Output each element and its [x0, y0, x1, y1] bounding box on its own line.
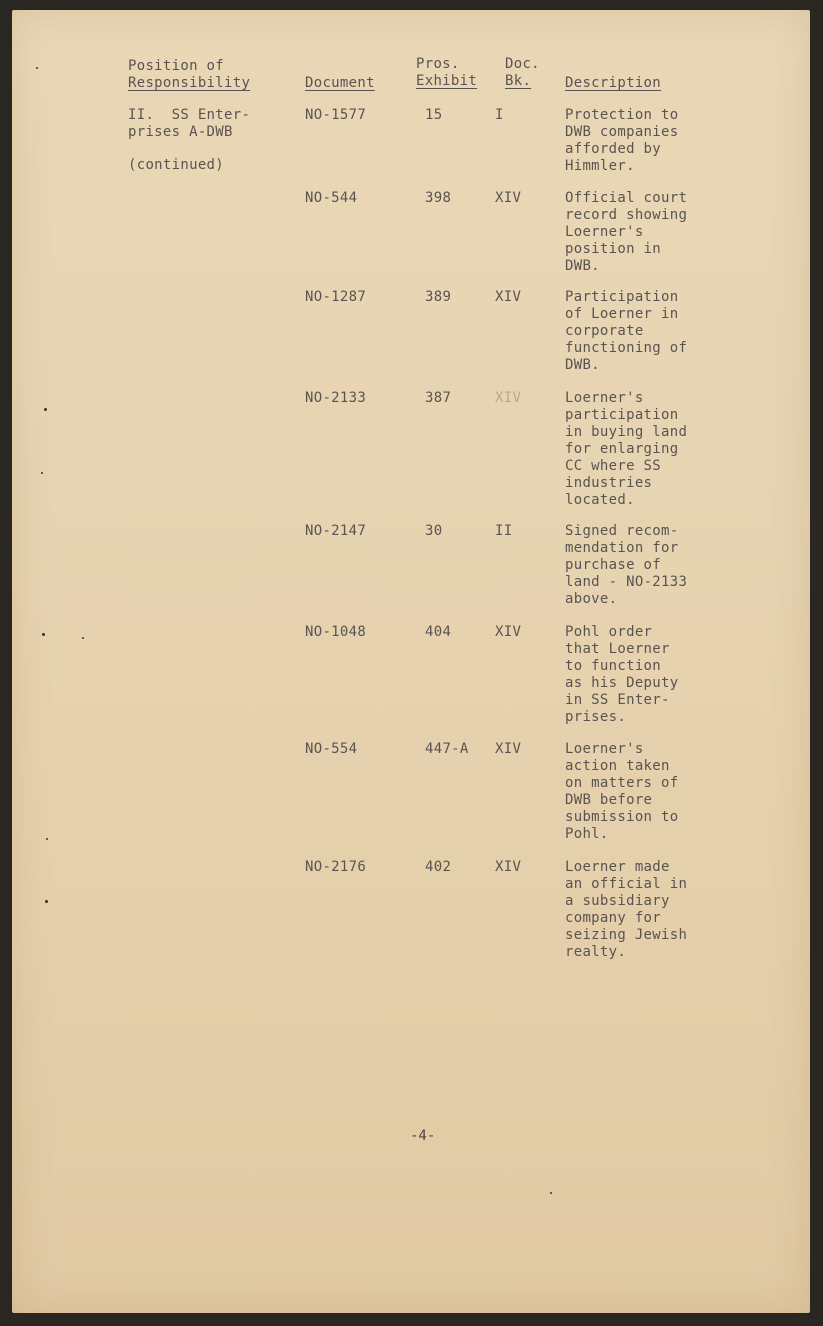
paper-speck: [45, 900, 48, 903]
row-exhibit: 404: [425, 624, 452, 640]
paper-speck: [46, 838, 48, 840]
row-document: NO-1287: [305, 289, 367, 305]
section-line2: prises A-DWB: [128, 124, 233, 140]
header-pros-line2: Exhibit: [416, 73, 478, 89]
row-exhibit: 387: [425, 390, 452, 406]
header-position-line2: Responsibility: [128, 75, 251, 91]
header-position-line1: Position of: [128, 58, 225, 74]
row-exhibit: 447-A: [425, 741, 469, 757]
row-description: Pohl order that Loerner to function as his Deputy in SS Enter- prises.: [565, 624, 679, 725]
row-book: XIV: [495, 624, 522, 640]
row-document: NO-2176: [305, 859, 367, 875]
header-document: Document: [305, 75, 375, 91]
row-description: Signed recom- mendation for purchase of land - NO-2133 above.: [565, 523, 688, 607]
row-document: NO-544: [305, 190, 358, 206]
row-exhibit: 30: [425, 523, 443, 539]
paper-speck: [36, 67, 38, 69]
row-book: XIV: [495, 390, 522, 406]
row-book: XIV: [495, 741, 522, 757]
header-pros-line1: Pros.: [416, 56, 460, 72]
row-document: NO-2133: [305, 390, 367, 406]
row-exhibit: 402: [425, 859, 452, 875]
row-description: Protection to DWB companies afforded by Himmler.: [565, 107, 679, 174]
row-document: NO-2147: [305, 523, 367, 539]
paper-speck: [41, 472, 43, 474]
row-book: XIV: [495, 190, 522, 206]
row-description: Loerner's action taken on matters of DWB before submission to Pohl.: [565, 741, 679, 842]
row-description: Loerner made an official in a subsidiary company for seizing Jewish realty.: [565, 859, 688, 960]
row-exhibit: 15: [425, 107, 443, 123]
paper-speck: [42, 633, 45, 636]
row-book: XIV: [495, 289, 522, 305]
row-document: NO-554: [305, 741, 358, 757]
row-description: Loerner's participation in buying land for enlarging CC where SS industries located.: [565, 390, 688, 508]
row-book: II: [495, 523, 513, 539]
row-book: XIV: [495, 859, 522, 875]
row-description: Official court record showing Loerner's position in DWB.: [565, 190, 688, 274]
row-exhibit: 389: [425, 289, 452, 305]
paper-speck: [44, 408, 47, 411]
row-book: I: [495, 107, 504, 123]
row-exhibit: 398: [425, 190, 452, 206]
page-number: -4-: [410, 1128, 436, 1144]
header-description: Description: [565, 75, 662, 91]
row-description: Participation of Loerner in corporate functioning of DWB.: [565, 289, 688, 373]
section-line3: (continued): [128, 157, 225, 173]
row-document: NO-1048: [305, 624, 367, 640]
section-line1: II. SS Enter-: [128, 107, 251, 123]
header-doc-line2: Bk.: [505, 73, 532, 89]
paper-speck: [550, 1192, 552, 1194]
paper-speck: [82, 637, 84, 639]
header-doc-line1: Doc.: [505, 56, 540, 72]
row-document: NO-1577: [305, 107, 367, 123]
document-page: [12, 10, 810, 1313]
